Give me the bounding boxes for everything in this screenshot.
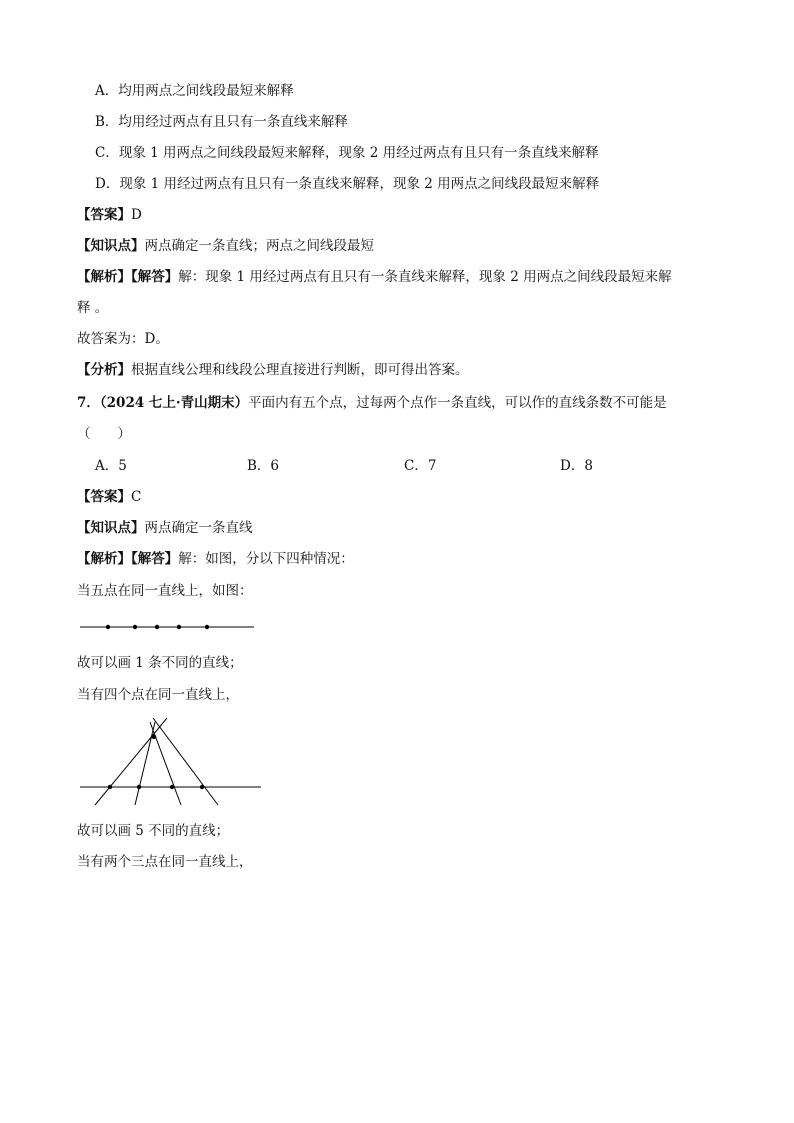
option-c: C．现象 1 用两点之间线段最短来解释，现象 2 用经过两点有且只有一条直线来解释	[95, 145, 599, 161]
answer-value: D	[131, 207, 142, 223]
figure-point	[133, 625, 137, 629]
case-2-result: 故可以画 5 不同的直线；	[77, 823, 230, 839]
figure-five-collinear	[78, 618, 258, 636]
knowledge-tag: 【知识点】	[77, 238, 145, 254]
option-a: A．均用两点之间线段最短来解释	[95, 83, 294, 99]
option-d: D．现象 1 用经过两点有且只有一条直线来解释，现象 2 用两点之间线段最短来解释	[95, 176, 600, 192]
q7-option-a: A．5	[95, 458, 127, 474]
q7-answer-value: C	[131, 489, 142, 505]
analysis-tag: 【解析】【解答】	[77, 269, 179, 285]
analysis-continuation: 释 。	[77, 300, 109, 316]
answer-row	[77, 206, 142, 224]
q7-option-c: C．7	[404, 458, 437, 474]
analysis-row	[77, 268, 672, 286]
question-blank: （ ）	[77, 426, 131, 442]
answer-tag: 【答案】	[77, 207, 131, 223]
case-1-result: 故可以画 1 条不同的直线；	[77, 655, 243, 671]
figure-point	[108, 785, 112, 789]
q7-option-d: D．8	[560, 458, 593, 474]
figure-line	[153, 718, 218, 805]
question-text: 平面内有五个点，过每两个点作一条直线，可以作的直线条数不可能是	[248, 395, 667, 411]
figure-point	[106, 625, 110, 629]
figure-line	[135, 722, 155, 805]
figure-point	[177, 625, 181, 629]
knowledge-row	[77, 237, 374, 255]
figure-four-collinear	[78, 712, 264, 808]
figure-point	[155, 625, 159, 629]
figure-point	[205, 625, 209, 629]
q7-option-b: B．6	[247, 458, 280, 474]
case-2-text: 当有四个点在同一直线上，	[77, 687, 239, 703]
q7-analysis-tag: 【解析】【解答】	[77, 551, 179, 567]
figure-point	[170, 785, 174, 789]
question-7-stem	[77, 394, 667, 412]
case-3-text: 当有两个三点在同一直线上，	[77, 854, 253, 870]
figure-apex-point	[152, 735, 156, 739]
figure-point	[200, 785, 204, 789]
question-source: （2024 七上·青山期末）	[99, 395, 249, 411]
fenxi-text: 根据直线公理和线段公理直接进行判断，即可得出答案。	[131, 362, 469, 378]
q7-knowledge-value: 两点确定一条直线	[144, 520, 253, 536]
knowledge-value: 两点确定一条直线；两点之间线段最短	[144, 238, 374, 254]
q7-analysis-row	[77, 550, 354, 568]
conclusion: 故答案为：D。	[77, 331, 169, 347]
figure-line	[95, 718, 167, 805]
q7-knowledge-row	[77, 519, 253, 537]
q7-analysis-text: 解：如图，分以下四种情况：	[178, 551, 354, 567]
fenxi-tag: 【分析】	[77, 362, 131, 378]
q7-answer-row	[77, 488, 141, 506]
option-b: B．均用经过两点有且只有一条直线来解释	[95, 114, 348, 130]
analysis-text: 解：现象 1 用经过两点有且只有一条直线来解释，现象 2 用两点之间线段最短来解	[178, 269, 672, 285]
q7-answer-tag: 【答案】	[77, 489, 131, 505]
question-number: 7．	[77, 395, 100, 411]
figure-point	[137, 785, 141, 789]
fenxi-row	[77, 361, 469, 379]
q7-knowledge-tag: 【知识点】	[77, 520, 145, 536]
case-1-text: 当五点在同一直线上，如图：	[77, 583, 253, 599]
